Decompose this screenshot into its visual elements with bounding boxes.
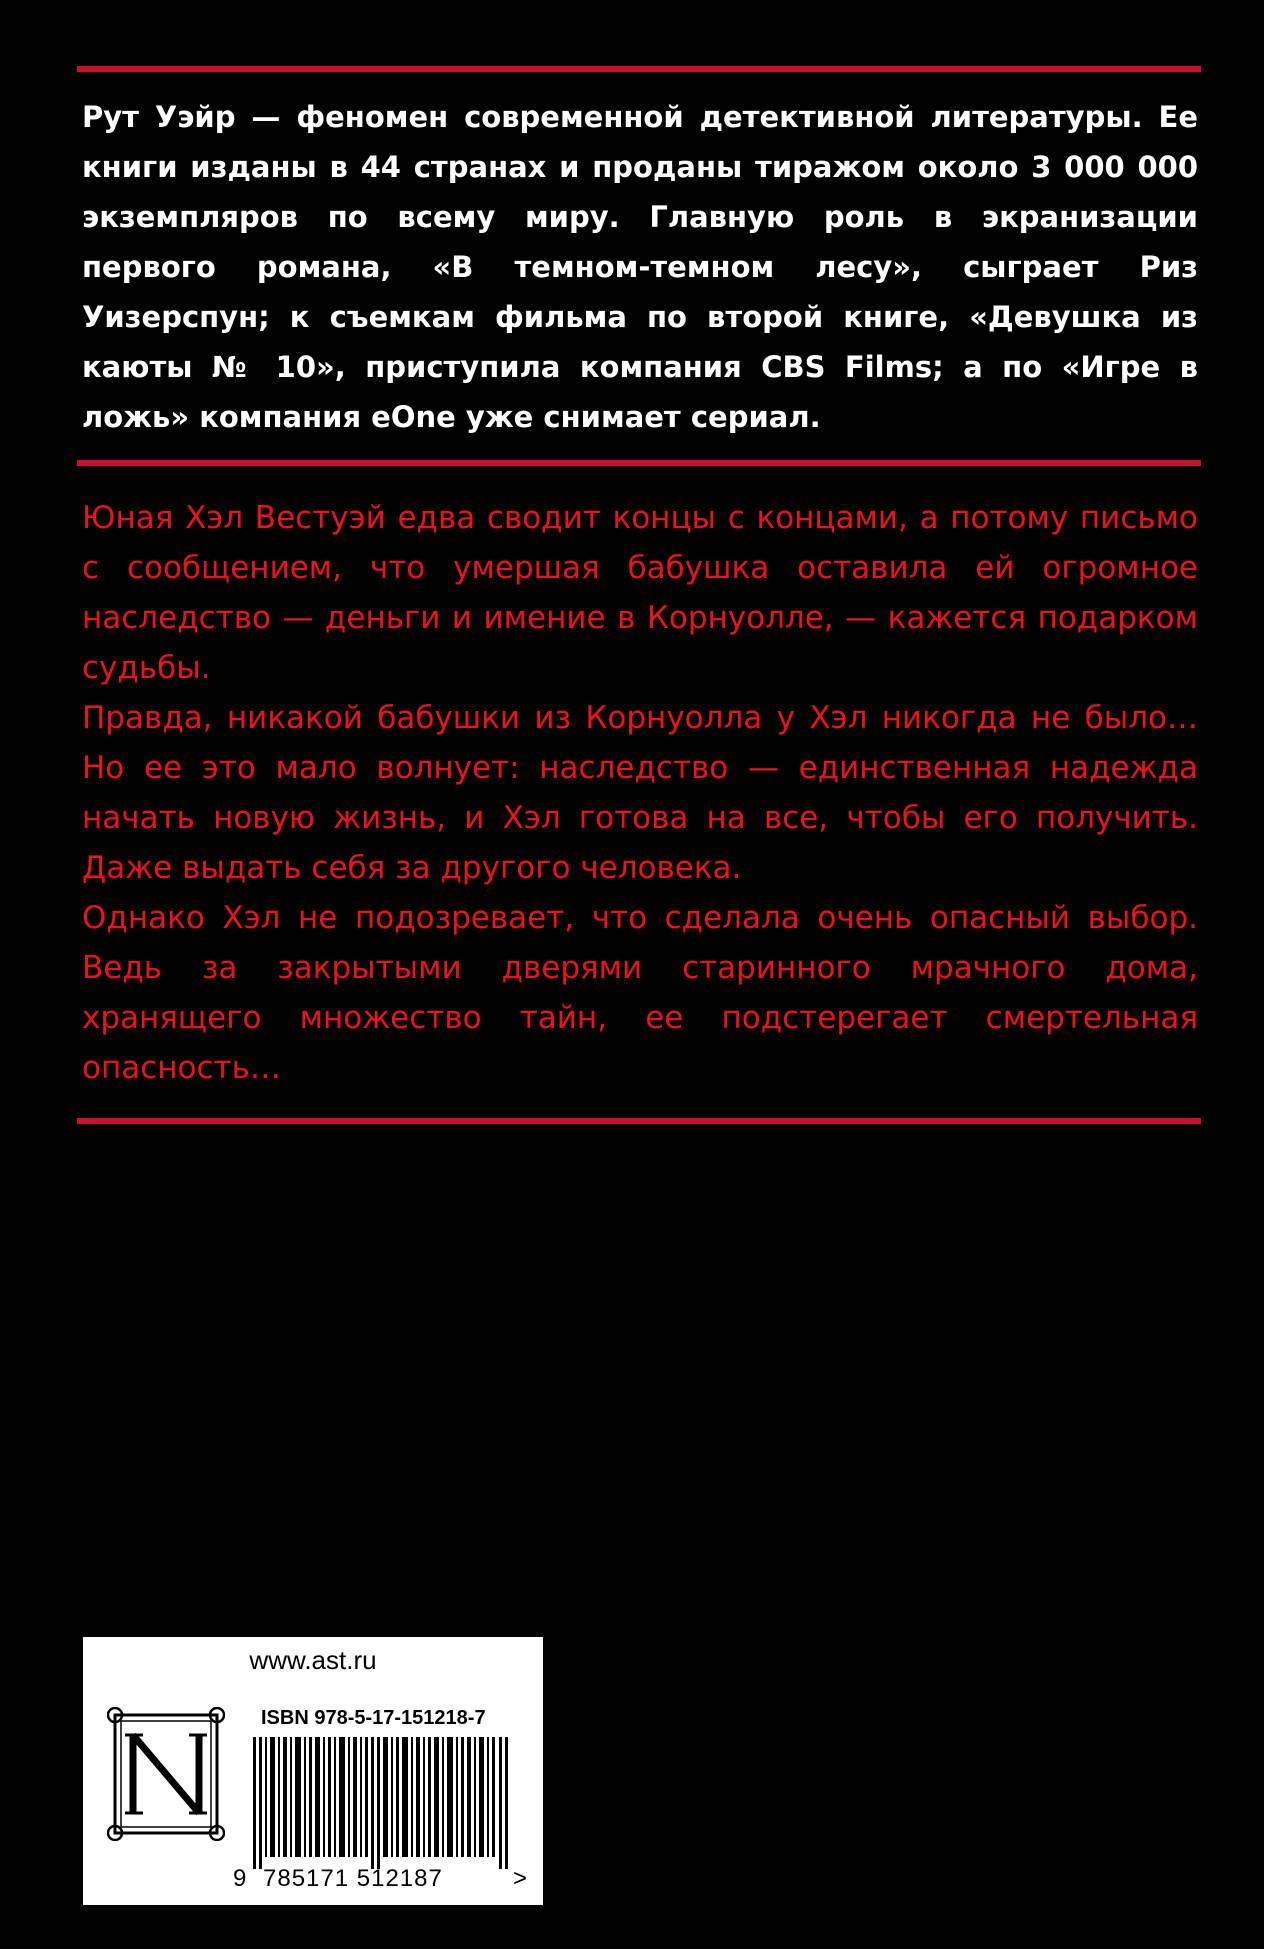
annotation-paragraph: Однако Хэл не подозревает, что сделала очень опасный выбор. Ведь за закрытыми дверями старинного мрачного дома, хранящего множество тайн, ее подстерегает смертельная опасность…	[82, 900, 1198, 1086]
top-divider	[77, 66, 1201, 72]
annotation-paragraph: Правда, никакой бабушки из Корнуолла у Хэл никогда не было… Но ее это мало волнует: наследство — единственная надежда начать новую жизнь, и Хэл готова на все, чтобы его получить. Даже выдать себя за другого человека.	[82, 700, 1198, 886]
barcode-lead-digit: 9	[233, 1865, 247, 1892]
annotation-paragraph: Юная Хэл Вестуэй едва сводит концы с концами, а потому письмо с сообщением, что умершая бабушка оставила ей огромное наследство — деньги и имение в Корнуолле, — кажется подарком судьбы.	[82, 500, 1198, 686]
book-annotation	[82, 493, 1198, 1093]
barcode-digits: 785171 512187	[263, 1865, 443, 1892]
bottom-divider	[77, 1118, 1201, 1124]
barcode-icon	[253, 1737, 509, 1869]
isbn-label: ISBN 978-5-17-151218-7	[261, 1707, 486, 1729]
barcode-panel	[83, 1637, 543, 1905]
middle-divider	[77, 460, 1201, 466]
publisher-website: www.ast.ru	[249, 1645, 377, 1675]
publisher-logo-icon	[107, 1707, 225, 1841]
barcode-quiet-zone-mark: >	[513, 1865, 528, 1892]
author-bio: Рут Уэйр — феномен современной детективной литературы. Ее книги изданы в 44 странах и проданы тиражом около 3 000 000 экземпляров по всему миру. Главную роль в экранизации первого романа, «В темном-темном лесу», сыграет Риз Уизерспун; к съемкам фильма по второй книге, «Девушка из каюты № 10», приступила компания CBS Films; а по «Игре в ложь» компания eOne уже снимает сериал.	[82, 100, 1198, 434]
